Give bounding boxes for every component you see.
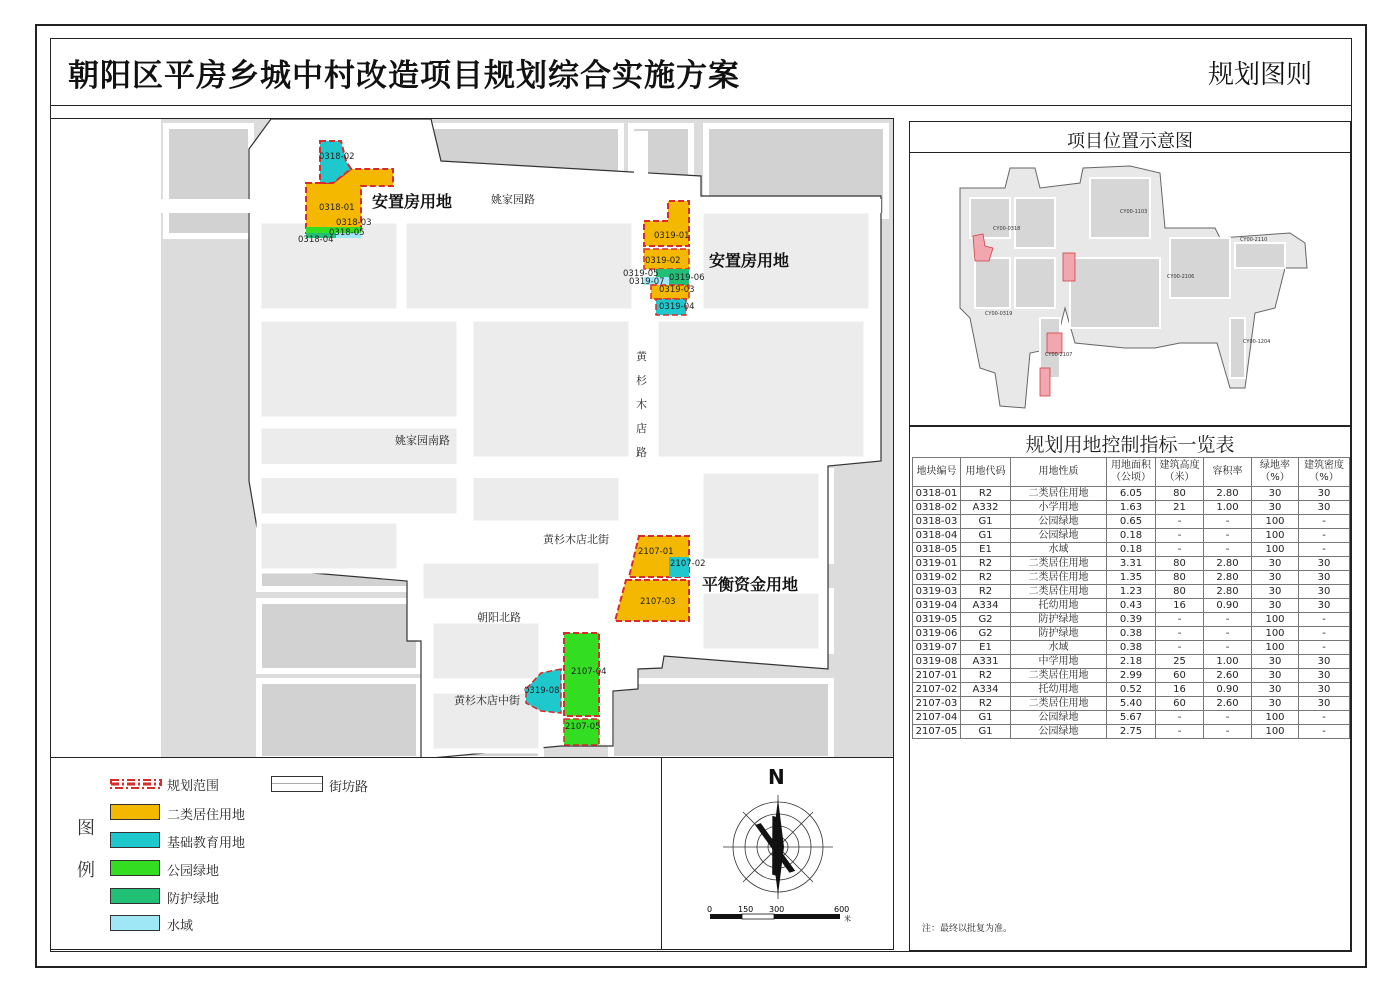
table-cell: 25	[1156, 655, 1204, 669]
parcel-label: 0318-04	[298, 235, 334, 245]
table-cell: R2	[961, 697, 1011, 711]
table-cell: 0319-02	[913, 571, 961, 585]
table-row	[913, 543, 1350, 557]
table-cell: -	[1156, 529, 1204, 543]
table-cell: 公园绿地	[1011, 515, 1107, 529]
table-cell: -	[1299, 711, 1350, 725]
table-cell: 0.43	[1107, 599, 1156, 613]
table-cell: A334	[961, 599, 1011, 613]
table-cell: 100	[1252, 613, 1299, 627]
table-cell: -	[1299, 725, 1350, 739]
legend-label-boundary: 规划范围	[167, 779, 220, 794]
parcel-label: 0319-02	[645, 256, 681, 266]
table-cell: G1	[961, 725, 1011, 739]
loc-zone-label: CY00-1204	[1243, 339, 1271, 345]
table-cell: 0.38	[1107, 627, 1156, 641]
table-cell: 0318-01	[913, 487, 961, 501]
main-map-svg	[51, 119, 894, 758]
table-header: 用地代码	[961, 458, 1011, 487]
table-cell: R2	[961, 585, 1011, 599]
parcel-label: 0318-05	[329, 228, 365, 238]
legend-label-water: 水域	[167, 919, 194, 934]
table-cell: 30	[1299, 571, 1350, 585]
table-cell: 100	[1252, 529, 1299, 543]
table-cell: A334	[961, 683, 1011, 697]
legend-swatch-boundary	[110, 776, 162, 790]
table-cell: -	[1156, 711, 1204, 725]
table-cell: 30	[1252, 557, 1299, 571]
table-cell: 0.38	[1107, 641, 1156, 655]
table-cell: 30	[1252, 501, 1299, 515]
table-cell: 2107-02	[913, 683, 961, 697]
parcel-label: 0319-03	[659, 285, 695, 295]
table-cell: 托幼用地	[1011, 599, 1107, 613]
table-cell: 21	[1156, 501, 1204, 515]
table-row	[913, 725, 1350, 739]
table-cell: 30	[1252, 585, 1299, 599]
table-cell: 2.80	[1204, 487, 1252, 501]
table-cell: 0.52	[1107, 683, 1156, 697]
parcel-label: 2107-01	[638, 547, 674, 557]
table-cell: -	[1299, 627, 1350, 641]
table-cell: 30	[1252, 599, 1299, 613]
table-cell: -	[1299, 543, 1350, 557]
table-cell: 30	[1299, 683, 1350, 697]
table-cell: 防护绿地	[1011, 627, 1107, 641]
location-map	[955, 158, 1315, 418]
table-row	[913, 613, 1350, 627]
parcel-label: 0319-06	[669, 273, 705, 283]
table-cell: 0319-06	[913, 627, 961, 641]
page-subtitle: 规划图则	[1208, 60, 1313, 90]
table-cell: 30	[1252, 655, 1299, 669]
table-cell: 6.05	[1107, 487, 1156, 501]
table-cell: -	[1204, 613, 1252, 627]
table-cell: 30	[1252, 683, 1299, 697]
table-header-row	[913, 458, 1350, 487]
parcel-label: 0318-01	[319, 203, 355, 213]
scale-tick: 150	[738, 905, 754, 914]
legend-label-road: 街坊路	[329, 780, 369, 795]
parcel-label: 0318-03	[336, 218, 372, 228]
table-cell: 2107-04	[913, 711, 961, 725]
table-cell: 2.75	[1107, 725, 1156, 739]
table-cell: 1.00	[1204, 501, 1252, 515]
legend-label-education: 基础教育用地	[167, 836, 246, 851]
table-cell: 5.67	[1107, 711, 1156, 725]
legend-label-protective: 防护绿地	[167, 892, 220, 907]
legend-swatch-water	[110, 915, 160, 931]
table-cell: 2107-05	[913, 725, 961, 739]
table-cell: 水域	[1011, 641, 1107, 655]
table-cell: R2	[961, 487, 1011, 501]
table-cell: 2.80	[1204, 571, 1252, 585]
road-label-yaojiayuan-south: 姚家园南路	[395, 434, 450, 447]
table-cell: 公园绿地	[1011, 529, 1107, 543]
parcel-label: 2107-02	[670, 559, 706, 569]
table-row	[913, 487, 1350, 501]
table-cell: 小学用地	[1011, 501, 1107, 515]
table-cell: 0.18	[1107, 529, 1156, 543]
table-cell: 60	[1156, 697, 1204, 711]
panel-separator	[909, 425, 1351, 427]
table-cell: 0318-02	[913, 501, 961, 515]
table-cell: -	[1156, 515, 1204, 529]
parcel-label: 2107-05	[565, 722, 601, 732]
table-row	[913, 599, 1350, 613]
zone-label-resettle-2: 安置房用地	[709, 251, 790, 270]
indicator-table	[912, 457, 1350, 739]
table-cell: -	[1204, 627, 1252, 641]
table-row	[913, 711, 1350, 725]
table-cell: -	[1299, 529, 1350, 543]
table-cell: 100	[1252, 515, 1299, 529]
table-cell: 2.60	[1204, 669, 1252, 683]
legend-swatch-residential	[110, 804, 160, 820]
table-row	[913, 641, 1350, 655]
parcel-label: 2107-03	[640, 597, 676, 607]
table-cell: -	[1204, 543, 1252, 557]
table-cell: R2	[961, 571, 1011, 585]
scale-bar	[705, 912, 855, 928]
table-cell: 30	[1299, 501, 1350, 515]
table-cell: 0.39	[1107, 613, 1156, 627]
table-cell: -	[1156, 543, 1204, 557]
table-header: 地块编号	[913, 458, 961, 487]
table-header: 容积率	[1204, 458, 1252, 487]
table-cell: 0319-05	[913, 613, 961, 627]
table-cell: 二类居住用地	[1011, 557, 1107, 571]
table-cell: 2107-03	[913, 697, 961, 711]
loc-zone-label: CY00-1103	[1120, 209, 1148, 215]
scale-unit: 米	[844, 915, 851, 923]
table-cell: 30	[1252, 697, 1299, 711]
compass-rose-icon	[718, 792, 838, 902]
table-cell: 30	[1252, 669, 1299, 683]
legend-swatch-education	[110, 832, 160, 848]
table-cell: 60	[1156, 669, 1204, 683]
road-label-huangshanmu-dian-lu: 黄 杉 木 店 路	[636, 350, 647, 459]
table-cell: 0.18	[1107, 543, 1156, 557]
legend-swatch-park	[110, 860, 160, 876]
loc-zone-label: CY00-2106	[1167, 274, 1195, 280]
table-row	[913, 557, 1350, 571]
table-cell: -	[1299, 515, 1350, 529]
table-row	[913, 515, 1350, 529]
table-cell: 二类居住用地	[1011, 487, 1107, 501]
scale-tick: 600	[834, 905, 850, 914]
main-map	[50, 118, 894, 758]
table-row	[913, 529, 1350, 543]
table-row	[913, 501, 1350, 515]
table-cell: 2.60	[1204, 697, 1252, 711]
table-cell: 2.80	[1204, 557, 1252, 571]
table-cell: G1	[961, 711, 1011, 725]
table-cell: 2.99	[1107, 669, 1156, 683]
table-cell: 防护绿地	[1011, 613, 1107, 627]
table-row	[913, 571, 1350, 585]
table-cell: -	[1156, 725, 1204, 739]
table-row	[913, 669, 1350, 683]
table-cell: G1	[961, 515, 1011, 529]
table-cell: -	[1156, 627, 1204, 641]
parcel-label: 0319-07	[629, 277, 665, 287]
north-label: N	[768, 765, 785, 789]
legend-label-park: 公园绿地	[167, 864, 220, 879]
loc-zone-label: CY00-2110	[1240, 237, 1268, 243]
zone-label-resettle-1: 安置房用地	[372, 192, 453, 211]
location-title: 项目位置示意图	[1067, 131, 1193, 152]
legend-title: 图 例	[77, 818, 95, 881]
table-cell: G1	[961, 529, 1011, 543]
table-cell: 0319-07	[913, 641, 961, 655]
table-cell: 30	[1299, 585, 1350, 599]
table-cell: 二类居住用地	[1011, 585, 1107, 599]
table-cell: -	[1204, 529, 1252, 543]
table-cell: 0318-04	[913, 529, 961, 543]
legend-label-residential: 二类居住用地	[167, 808, 246, 823]
table-cell: 80	[1156, 557, 1204, 571]
table-cell: 30	[1299, 655, 1350, 669]
table-cell: A331	[961, 655, 1011, 669]
road-label-huangshanmu-north: 黄杉木店北街	[543, 533, 609, 546]
table-title: 规划用地控制指标一览表	[1025, 434, 1235, 456]
road-label-chaoyang-north: 朝阳北路	[477, 611, 521, 624]
table-cell: 16	[1156, 683, 1204, 697]
table-cell: -	[1204, 725, 1252, 739]
table-cell: 30	[1299, 599, 1350, 613]
table-cell: R2	[961, 557, 1011, 571]
table-cell: 30	[1299, 669, 1350, 683]
table-row	[913, 585, 1350, 599]
table-cell: 水域	[1011, 543, 1107, 557]
scale-tick: 300	[769, 905, 785, 914]
table-cell: G2	[961, 613, 1011, 627]
table-cell: G2	[961, 627, 1011, 641]
table-cell: 中学用地	[1011, 655, 1107, 669]
table-row	[913, 697, 1350, 711]
table-cell: R2	[961, 669, 1011, 683]
table-cell: 0.65	[1107, 515, 1156, 529]
table-cell: 100	[1252, 725, 1299, 739]
table-header: 建筑高度（米）	[1156, 458, 1204, 487]
table-cell: 100	[1252, 627, 1299, 641]
table-cell: -	[1156, 613, 1204, 627]
table-header: 用地面积（公顷）	[1107, 458, 1156, 487]
table-cell: E1	[961, 543, 1011, 557]
table-row	[913, 683, 1350, 697]
parcel-label: 0319-08	[524, 686, 560, 696]
table-note: 注：最终以批复为准。	[922, 924, 1013, 934]
table-cell: 2.18	[1107, 655, 1156, 669]
legend-swatch-protective	[110, 888, 160, 904]
page-title: 朝阳区平房乡城中村改造项目规划综合实施方案	[68, 58, 740, 94]
table-cell: 30	[1252, 571, 1299, 585]
table-cell: 0319-04	[913, 599, 961, 613]
table-cell: 0.90	[1204, 683, 1252, 697]
indicator-table-wrap	[912, 457, 1349, 739]
table-cell: 3.31	[1107, 557, 1156, 571]
table-cell: -	[1204, 641, 1252, 655]
table-header: 用地性质	[1011, 458, 1107, 487]
table-cell: 100	[1252, 711, 1299, 725]
table-cell: 30	[1252, 487, 1299, 501]
table-cell: -	[1204, 711, 1252, 725]
table-cell: 80	[1156, 571, 1204, 585]
table-row	[913, 655, 1350, 669]
table-cell: 30	[1299, 697, 1350, 711]
road-label-yaojiayuan: 姚家园路	[491, 193, 535, 206]
table-header: 建筑密度（%）	[1299, 458, 1350, 487]
table-cell: 1.00	[1204, 655, 1252, 669]
parcel-label: 0319-04	[659, 302, 695, 312]
table-cell: 公园绿地	[1011, 725, 1107, 739]
loc-zone-label: CY00-0319	[985, 311, 1013, 317]
parcel-label: 0318-02	[319, 152, 355, 162]
table-cell: 30	[1299, 557, 1350, 571]
parcel-label: 0319-01	[654, 231, 690, 241]
table-cell: 二类居住用地	[1011, 571, 1107, 585]
table-cell: 0318-05	[913, 543, 961, 557]
table-cell: 2.80	[1204, 585, 1252, 599]
legend-swatch-road	[271, 776, 323, 792]
table-cell: 80	[1156, 487, 1204, 501]
table-cell: 1.23	[1107, 585, 1156, 599]
parcel-label: 2107-04	[571, 667, 607, 677]
table-cell: 5.40	[1107, 697, 1156, 711]
table-cell: 二类居住用地	[1011, 697, 1107, 711]
table-cell: 0.90	[1204, 599, 1252, 613]
loc-zone-label: CY00-0318	[993, 226, 1021, 232]
table-cell: 二类居住用地	[1011, 669, 1107, 683]
table-header: 绿地率（%）	[1252, 458, 1299, 487]
table-cell: 2107-01	[913, 669, 961, 683]
table-cell: E1	[961, 641, 1011, 655]
table-cell: -	[1156, 641, 1204, 655]
road-label-huangshanmu-middle: 黄杉木店中街	[454, 694, 520, 707]
table-cell: -	[1299, 641, 1350, 655]
table-cell: -	[1204, 515, 1252, 529]
boundary-line-icon	[110, 777, 162, 791]
loc-zone-label: CY00-2107	[1045, 352, 1073, 358]
table-cell: 托幼用地	[1011, 683, 1107, 697]
table-row	[913, 627, 1350, 641]
table-cell: 1.63	[1107, 501, 1156, 515]
parcel-label: 0319-05	[623, 269, 659, 279]
table-cell: 0319-03	[913, 585, 961, 599]
table-cell: 0318-03	[913, 515, 961, 529]
table-cell: 16	[1156, 599, 1204, 613]
table-cell: 80	[1156, 585, 1204, 599]
table-cell: 100	[1252, 641, 1299, 655]
table-cell: -	[1299, 613, 1350, 627]
zone-label-balance: 平衡资金用地	[702, 575, 799, 594]
scale-tick: 0	[707, 905, 713, 914]
table-cell: A332	[961, 501, 1011, 515]
table-cell: 0319-01	[913, 557, 961, 571]
table-cell: 0319-08	[913, 655, 961, 669]
table-cell: 30	[1299, 487, 1350, 501]
table-cell: 公园绿地	[1011, 711, 1107, 725]
table-cell: 100	[1252, 543, 1299, 557]
table-cell: 1.35	[1107, 571, 1156, 585]
